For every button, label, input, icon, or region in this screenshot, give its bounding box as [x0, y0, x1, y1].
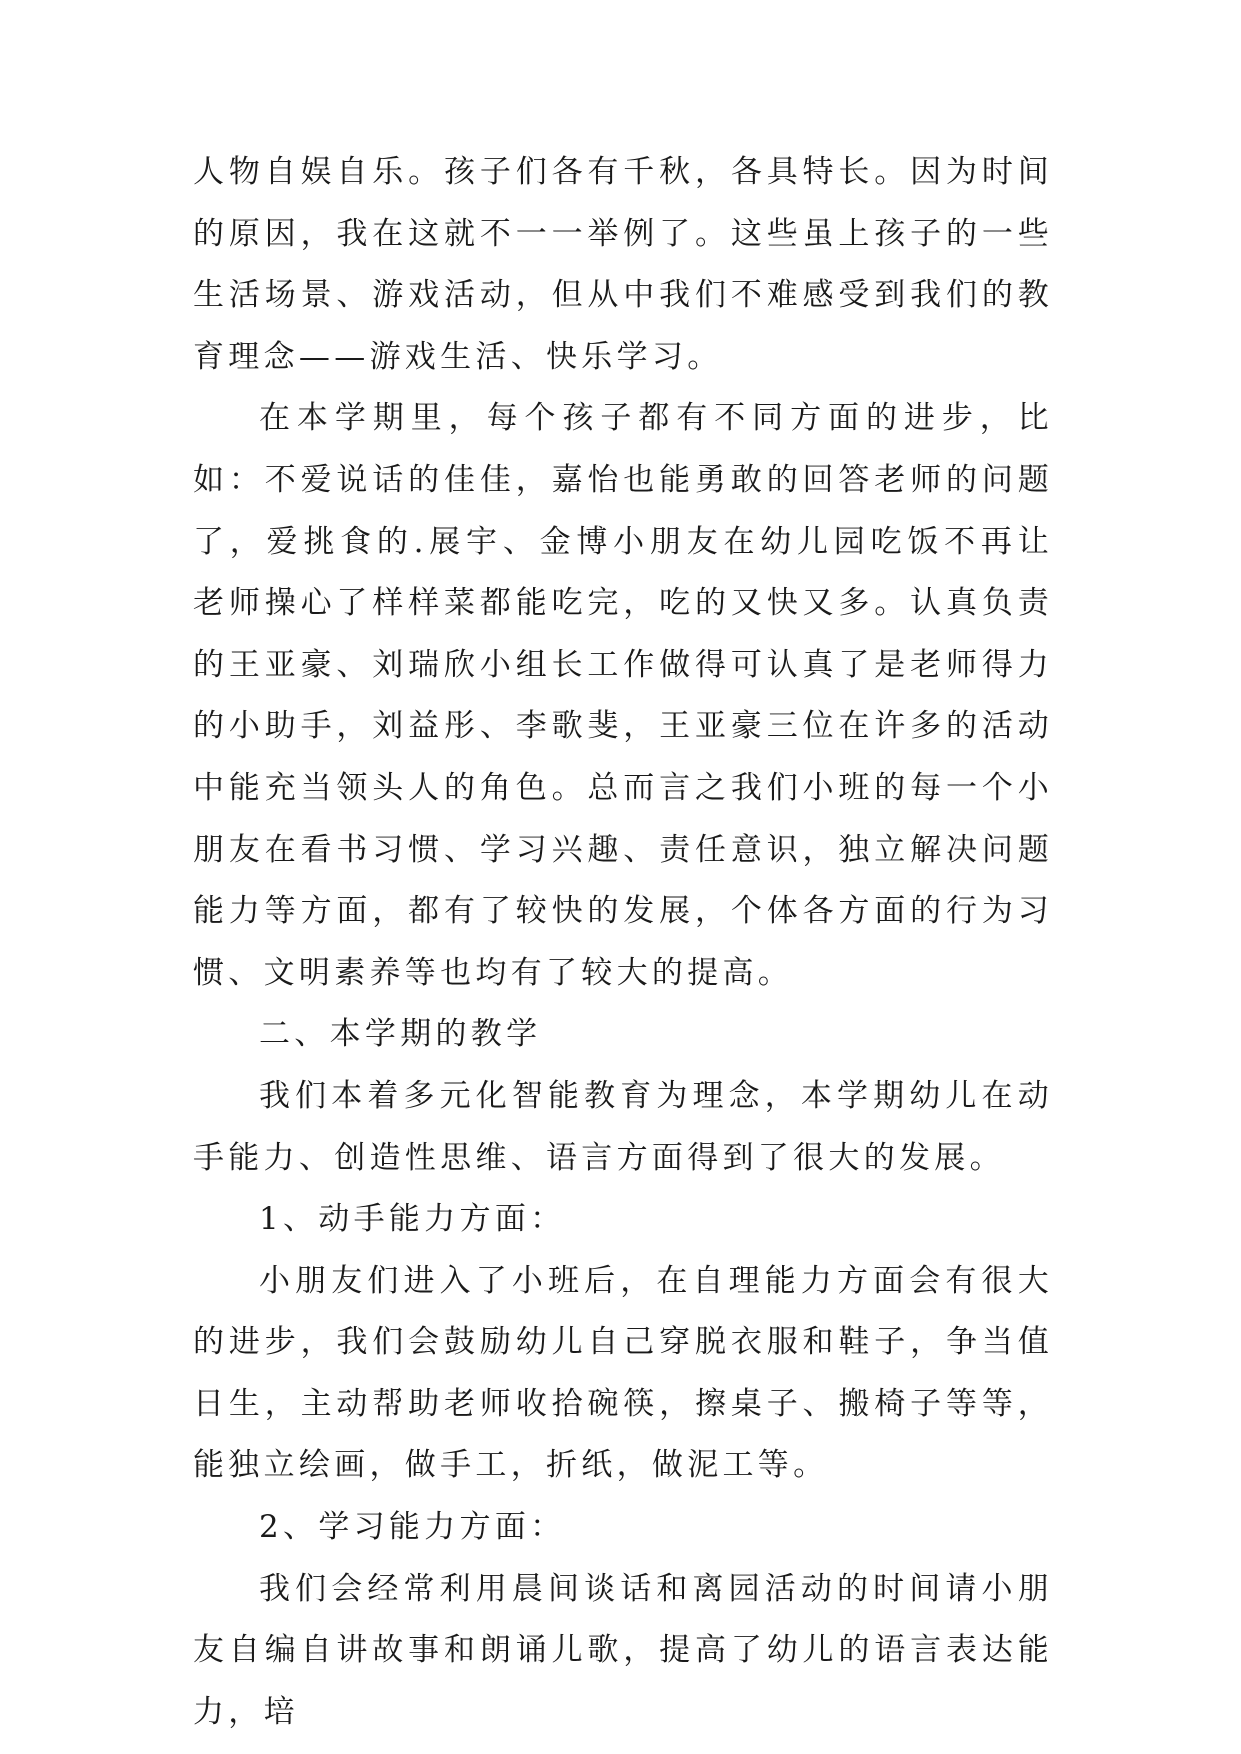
subheading-hands-on: 1、动手能力方面： [259, 1201, 566, 1238]
paragraph-hands-on: 小朋友们进入了小班后，在自理能力方面会有很大的进步，我们会鼓励幼儿自己穿脱衣服和鞋子，争当值日生，主动帮助老师收拾碗筷，擦桌子、搬椅子等等，能独立绘画，做手工，折纸，做泥工等。 [193, 1262, 1053, 1484]
subheading-learning: 2、学习能力方面： [259, 1509, 566, 1546]
section-heading-teaching: 二、本学期的教学 [259, 1016, 542, 1053]
paragraph-learning: 我们会经常利用晨间谈话和离园活动的时间请小朋友自编自讲故事和朗诵儿歌，提高了幼儿的语言表达能力，培 [193, 1570, 1053, 1730]
paragraph-progress: 在本学期里，每个孩子都有不同方面的进步，比如：不爱说话的佳佳，嘉怡也能勇敢的回答老师的问题了，爱挑食的.展宇、金博小朋友在幼儿园吃饭不再让老师操心了样样菜都能吃完，吃的又快又多。认真负责的王亚豪、刘瑞欣小组长工作做得可认真了是老师得力的小助手，刘益彤、李歌斐，王亚豪三位在许多的活动中能充当领头人的角色。总而言之我们小班的每一个小朋友在看书习惯、学习兴趣、责任意识，独立解决问题能力等方面，都有了较快的发展，个体各方面的行为习惯、文明素养等也均有了较大的提高。 [193, 400, 1053, 991]
document-page [193, 142, 1053, 1743]
paragraph-continuation: 人物自娱自乐。孩子们各有千秋，各具特长。因为时间的原因，我在这就不一一举例了。这些虽上孩子的一些生活场景、游戏活动，但从中我们不难感受到我们的教育理念——游戏生活、快乐学习。 [193, 154, 1053, 375]
paragraph-teaching-intro: 我们本着多元化智能教育为理念，本学期幼儿在动手能力、创造性思维、语言方面得到了很大的发展。 [193, 1077, 1053, 1176]
